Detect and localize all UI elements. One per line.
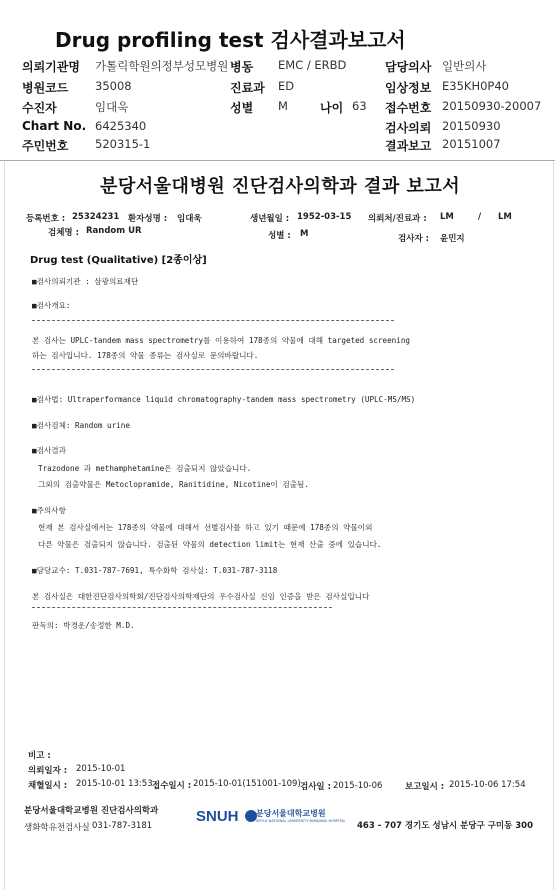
report-date-label: 보고일시 : [405,782,445,792]
value-clinical-info: E35KH0P40 [442,79,509,93]
value-accession-no: 20150930-20007 [442,99,542,113]
label-hospital-code: 병원코드 [22,81,69,95]
tester-label: 검사자 : [398,234,429,244]
collection-label: 채혈일시 : [28,781,68,791]
label-age: 나이 [320,101,344,115]
caution-line-2: 다른 약물은 검출되지 않습니다. 검출된 약물의 detection limit는 현재 산출 중에 있습니다. [38,540,382,549]
patient-name: 임대욱 [177,214,202,224]
overview-heading: ■검사개요: [32,301,71,310]
request-date: 2015-10-01 [76,764,126,774]
snuh-logo [196,806,356,832]
ward-slash: / [478,212,482,222]
dob: 1952-03-15 [297,212,352,222]
sex-label: 성별 : [268,231,291,241]
value-department: ED [278,79,295,93]
label-test-request: 검사의뢰 [385,121,432,135]
caution-heading: ■주의사항 [32,506,66,515]
label-doctor: 담당의사 [385,60,432,74]
label-accession-no: 접수번호 [385,101,432,115]
logo-mark-icon [245,810,257,822]
value-doctor: 일반의사 [442,59,487,73]
agency-line: ■검사의뢰기관 : 삼광의료재단 [32,277,139,286]
ward-label: 의뢰처/진료과 : [368,214,427,224]
test-date-label: 검사일 : [300,782,331,792]
result-heading: ■검사결과 [32,446,66,455]
tester: 윤민지 [440,234,465,244]
lab-name: 생화학유전검사실 [24,823,90,833]
request-date-label: 의뢰일자 : [28,766,68,776]
value-sex: M [278,99,288,113]
sex: M [300,229,309,239]
ward: LM [440,212,454,222]
overview-line-1: 본 검사는 UPLC-tandem mass spectrometry를 이용하여 178종의 약물에 대해 targeted screening [32,336,410,345]
remark-label: 비고 : [28,751,51,761]
patient-name-label: 환자성명 : [128,214,168,224]
result-line-1: Trazodone 과 methamphetamine은 검출되지 않았습니다. [38,464,252,473]
label-requesting-institution: 의뢰기관명 [22,60,80,74]
caution-line-1: 현재 본 검사실에서는 178종의 약물에 대해서 선별검사를 하고 있기 때문에 178종의 약물이외 [38,523,373,532]
contact-line: ■담당교수: T.031-787-7691, 특수화학 검사실: T.031-787-3118 [32,566,278,575]
value-chart-no: 6425340 [95,119,147,133]
label-department: 진료과 [230,81,265,95]
dept-name: 분당서울대학교병원 진단검사의학과 [24,806,159,816]
receipt-label: 접수일시 : [152,781,192,791]
reader-line: 판독의: 박경운/송정한 M.D. [32,621,135,630]
snuh-logo-text: SNUH [196,808,239,825]
label-ward: 병동 [230,60,254,74]
header-divider [0,160,555,161]
specimen-line: ■검사검체: Random urine [32,421,130,430]
collection-date: 2015-10-01 13:53 [76,779,153,789]
value-hospital-code: 35008 [95,79,132,93]
overview-line-2: 하는 검사입니다. 178종의 약물 종류는 검사실로 문의바랍니다. [32,351,259,360]
value-result-report: 20151007 [442,137,501,151]
reg-no: 25324231 [72,212,120,222]
label-result-report: 결과보고 [385,139,432,153]
value-patient: 임대욱 [95,100,129,114]
logo-english: SEOUL NATIONAL UNIVERSITY BUNDANG HOSPITAL [256,819,346,823]
page-title: Drug profiling test 검사결과보고서 [55,28,406,52]
logo-korean: 분당서울대학교병원 [256,809,326,818]
specimen: Random UR [86,226,142,236]
label-clinical-info: 임상정보 [385,81,432,95]
value-resident-no: 520315-1 [95,137,151,151]
divider [32,320,394,321]
value-ward: EMC / ERBD [278,58,347,72]
reg-no-label: 등록번호 : [26,214,66,224]
report-date: 2015-10-06 17:54 [449,780,526,790]
address: 463 - 707 경기도 성남시 분당구 구미동 300 [357,821,534,831]
label-patient: 수진자 [22,101,57,115]
report-title: 분당서울대병원 진단검사의학과 결과 보고서 [100,176,461,197]
result-line-2: 그외의 검출약물은 Metoclopramide, Ranitidine, Nicotine이 검출됨. [38,480,309,489]
specimen-label: 검체명 : [48,228,79,238]
dob-label: 생년월일 : [250,214,290,224]
divider [32,369,394,370]
label-sex: 성별 [230,101,254,115]
value-test-request: 20150930 [442,119,501,133]
value-age: 63 [352,99,367,113]
value-requesting-institution: 가톨릭학원의정부성모병원 [95,59,229,73]
dept: LM [498,212,512,222]
test-date: 2015-10-06 [333,781,383,791]
divider [32,607,332,608]
certification-line: 본 검사실은 대한진단검사의학회/진단검사의학재단의 우수검사실 신임 인증을 받은 검사실입니다 [32,592,370,601]
test-name: Drug test (Qualitative) [2종이상] [30,255,207,266]
label-chart-no: Chart No. [22,119,87,133]
label-resident-no: 주민번호 [22,139,69,153]
method-line: ■검사법: Ultraperformance liquid chromatography-tandem mass spectrometry (UPLC-MS/MS) [32,395,416,404]
lab-phone: 031-787-3181 [92,821,153,831]
receipt-date: 2015-10-01(151001-109) [193,779,301,789]
